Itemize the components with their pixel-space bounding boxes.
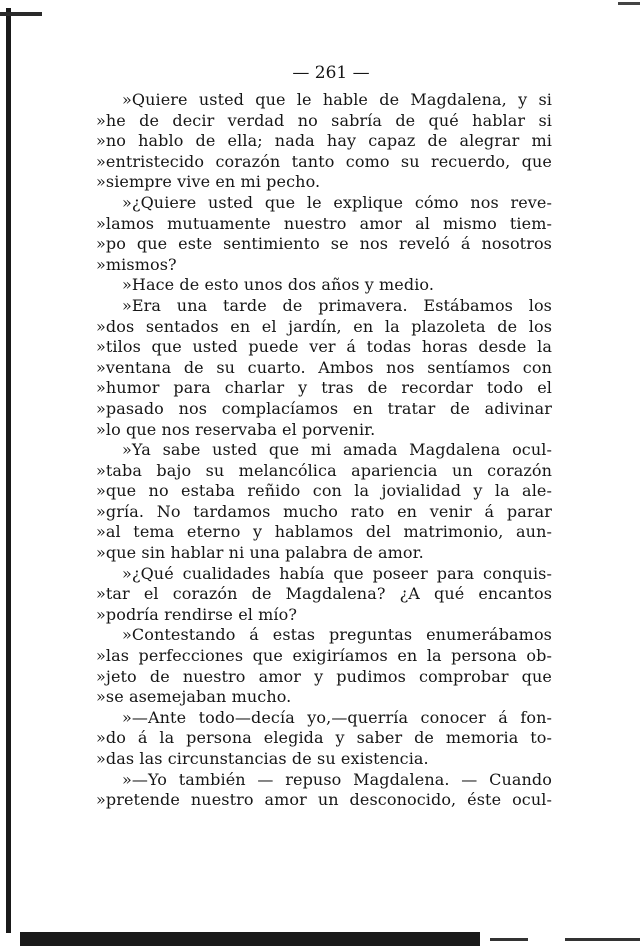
text-line: »¿Quiere usted que le explique cómo nos reve-: [122, 192, 552, 212]
text-line: »siempre vive en mi pecho.: [96, 172, 321, 192]
text-line: »Hace de esto unos dos años y medio.: [122, 275, 435, 295]
text-line: »lamos mutuamente nuestro amor al mismo tiem-: [96, 213, 552, 233]
scan-top-right-mark: [618, 2, 640, 5]
text-line: »las perfecciones que exigiríamos en la persona ob-: [96, 646, 552, 666]
text-line: »do á la persona elegida y saber de memoria to-: [96, 728, 552, 748]
text-line: »pasado nos complacíamos en tratar de adivinar: [96, 398, 552, 418]
text-line: »gría. No tardamos mucho rato en venir á parar: [96, 501, 552, 521]
scan-left-edge: [6, 8, 11, 933]
text-line: »entristecido corazón tanto como su recuerdo, que: [96, 151, 552, 171]
text-line: »se asemejaban mucho.: [96, 687, 292, 707]
text-line: »das las circunstancias de su existencia.: [96, 749, 429, 768]
scan-bottom-right-mark: [565, 938, 640, 941]
text-line: »Ya sabe usted que mi amada Magdalena ocul-: [122, 440, 552, 460]
scan-bottom-edge: [20, 932, 480, 946]
text-line: »al tema eterno y hablamos del matrimonio, aun-: [96, 522, 552, 542]
text-line: »dos sentados en el jardín, en la plazoleta de los: [96, 316, 552, 336]
text-line: »he de decir verdad no sabría de qué hablar si: [96, 110, 552, 130]
text-line: »humor para charlar y tras de recordar todo el: [96, 378, 552, 398]
text-line: »mismos?: [96, 254, 177, 274]
text-line: »tar el corazón de Magdalena? ¿A qué encantos: [96, 584, 552, 604]
scan-top-left-mark: [0, 12, 42, 16]
page-number: — 261 —: [292, 63, 370, 83]
text-line: »—Ante todo—decía yo,—querría conocer á fon-: [122, 707, 552, 727]
text-line: »que sin hablar ni una palabra de amor.: [96, 543, 424, 563]
text-line: »pretende nuestro amor un desconocido, éste ocul-: [96, 790, 552, 810]
scan-bottom-mark: [490, 938, 528, 941]
text-line: »—Yo también — repuso Magdalena. — Cuando: [122, 769, 552, 789]
text-line: »lo que nos reservaba el porvenir.: [96, 419, 376, 439]
body-text: [96, 90, 552, 811]
text-line: »Era una tarde de primavera. Estábamos los: [122, 295, 552, 315]
text-line: »no hablo de ella; nada hay capaz de alegrar mi: [96, 131, 552, 151]
text-line: »podría rendirse el mío?: [96, 604, 298, 624]
text-line: »ventana de su cuarto. Ambos nos sentíamos con: [96, 357, 552, 377]
text-line: »Contestando á estas preguntas enumerábamos: [122, 625, 552, 645]
text-line: »tilos que usted puede ver á todas horas desde la: [96, 337, 552, 357]
book-page: [96, 58, 552, 811]
text-line: »po que este sentimiento se nos reveló á nosotros: [96, 234, 552, 254]
text-line: »¿Qué cualidades había que poseer para conquis-: [122, 563, 552, 583]
text-line: »taba bajo su melancólica apariencia un corazón: [96, 460, 552, 480]
text-line: »jeto de nuestro amor y pudimos comprobar que: [96, 666, 552, 686]
text-line: »que no estaba reñido con la jovialidad y la ale-: [96, 481, 552, 501]
text-line: »Quiere usted que le hable de Magdalena, y si: [122, 90, 552, 109]
